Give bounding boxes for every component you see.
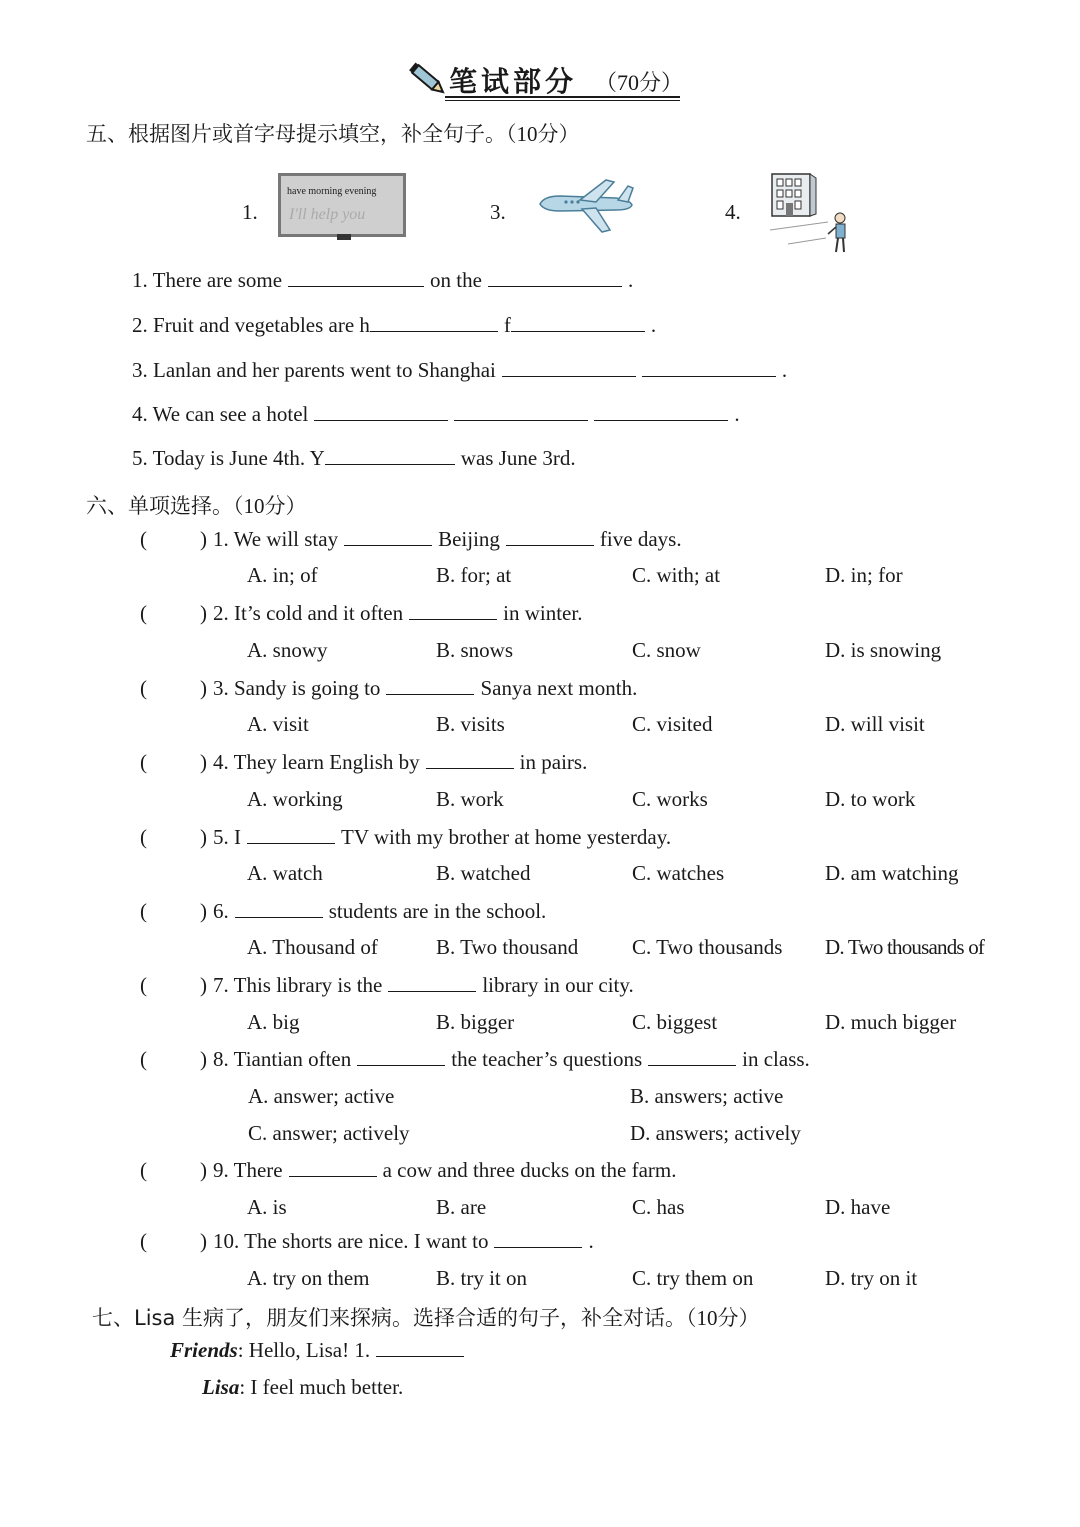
answer-paren-open: ( bbox=[140, 1229, 147, 1253]
question-text: Sanya next month. bbox=[480, 676, 638, 700]
answer-paren-open: ( bbox=[140, 899, 147, 923]
hotel-person-icon bbox=[768, 170, 858, 256]
option-b[interactable]: B. try it on bbox=[436, 1266, 528, 1290]
item-text: was June 3rd. bbox=[460, 446, 576, 470]
option-b[interactable]: B. for; at bbox=[436, 563, 512, 587]
option-a[interactable]: A. working bbox=[247, 787, 343, 811]
option-a[interactable]: A. Thousand of bbox=[247, 935, 378, 959]
answer-paren-close: ) bbox=[200, 973, 207, 997]
option-a[interactable]: A. big bbox=[247, 1010, 300, 1034]
option-a[interactable]: A. in; of bbox=[247, 563, 318, 587]
airplane-icon bbox=[536, 178, 636, 234]
answer-paren-close: ) bbox=[200, 527, 207, 551]
option-d[interactable]: D. am watching bbox=[825, 861, 959, 885]
option-c[interactable]: C. snow bbox=[632, 638, 701, 662]
option-c[interactable]: C. with; at bbox=[632, 563, 721, 587]
item-text: . bbox=[734, 402, 740, 426]
chalkboard-icon bbox=[278, 173, 406, 237]
dialogue-line bbox=[202, 1375, 403, 1400]
answer-blank[interactable] bbox=[289, 1175, 377, 1177]
question-text: in pairs. bbox=[519, 750, 588, 774]
question-text: 2. It’s cold and it often bbox=[213, 601, 404, 625]
answer-blank[interactable] bbox=[288, 285, 424, 287]
option-c[interactable]: C. try them on bbox=[632, 1266, 754, 1290]
answer-paren-close: ) bbox=[200, 1047, 207, 1071]
answer-paren-close: ) bbox=[200, 676, 207, 700]
dialogue-text: : I feel much better. bbox=[239, 1375, 404, 1399]
title-underline-thin bbox=[445, 100, 680, 101]
option-c[interactable]: C. biggest bbox=[632, 1010, 718, 1034]
question-text: TV with my brother at home yesterday. bbox=[341, 825, 672, 849]
item-text: 2. Fruit and vegetables are h bbox=[132, 313, 370, 337]
answer-blank[interactable] bbox=[648, 1064, 736, 1066]
board-words: have morning evening bbox=[287, 186, 377, 197]
answer-blank[interactable] bbox=[247, 842, 335, 844]
item-text: f bbox=[503, 313, 511, 337]
item-text: 5. Today is June 4th. Y bbox=[132, 446, 325, 470]
question-text: 10. The shorts are nice. I want to bbox=[213, 1229, 489, 1253]
option-c[interactable]: C. watches bbox=[632, 861, 725, 885]
answer-paren-open: ( bbox=[140, 1047, 147, 1071]
section-header bbox=[405, 58, 684, 102]
answer-blank[interactable] bbox=[325, 463, 455, 465]
question-text: Beijing bbox=[438, 527, 500, 551]
item-text: 1. There are some bbox=[132, 268, 283, 292]
question-text: 7. This library is the bbox=[213, 973, 383, 997]
option-d[interactable]: D. try on it bbox=[825, 1266, 918, 1290]
speaker-name: Lisa bbox=[202, 1375, 240, 1399]
answer-paren-close: ) bbox=[200, 1229, 207, 1253]
section6-heading bbox=[86, 490, 307, 520]
mcq-question bbox=[140, 899, 546, 924]
dialogue-line bbox=[170, 1338, 470, 1363]
page-title: 笔试部分 bbox=[449, 65, 578, 98]
mcq-question bbox=[140, 527, 682, 552]
option-b[interactable]: B. watched bbox=[436, 861, 531, 885]
question-text: 5. I bbox=[213, 825, 241, 849]
option-a[interactable]: A. try on them bbox=[247, 1266, 370, 1290]
section7-title: 七、Lisa 生病了，朋友们来探病。选择合适的句子，补全对话。 bbox=[92, 1306, 687, 1330]
answer-blank[interactable] bbox=[594, 419, 728, 421]
option-d[interactable]: D. will visit bbox=[825, 712, 925, 736]
title-underline bbox=[445, 96, 680, 98]
question-text: 8. Tiantian often bbox=[213, 1047, 352, 1071]
answer-blank[interactable] bbox=[454, 419, 588, 421]
mcq-question bbox=[140, 601, 582, 626]
fill-item-4 bbox=[132, 402, 740, 427]
answer-paren-open: ( bbox=[140, 676, 147, 700]
answer-blank[interactable] bbox=[506, 544, 594, 546]
answer-paren-open: ( bbox=[140, 601, 147, 625]
answer-blank[interactable] bbox=[511, 330, 645, 332]
option-a[interactable]: A. watch bbox=[247, 861, 323, 885]
option-d[interactable]: D. to work bbox=[825, 787, 916, 811]
item-text: . bbox=[627, 268, 634, 292]
question-text: in class. bbox=[742, 1047, 810, 1071]
answer-blank[interactable] bbox=[426, 767, 514, 769]
question-text: 6. bbox=[213, 899, 229, 923]
option-a[interactable]: A. visit bbox=[247, 712, 309, 736]
answer-paren-open: ( bbox=[140, 973, 147, 997]
item-text: 4. We can see a hotel bbox=[132, 402, 309, 426]
option-b[interactable]: B. answers; active bbox=[630, 1084, 784, 1108]
answer-blank[interactable] bbox=[388, 990, 476, 992]
question-text: library in our city. bbox=[482, 973, 634, 997]
option-c[interactable]: C. visited bbox=[632, 712, 713, 736]
answer-paren-close: ) bbox=[200, 1158, 207, 1182]
option-d[interactable]: D. is snowing bbox=[825, 638, 942, 662]
picture-number: 4. bbox=[725, 200, 741, 224]
answer-paren-close: ) bbox=[200, 601, 207, 625]
answer-paren-open: ( bbox=[140, 750, 147, 774]
option-b[interactable]: B. snows bbox=[436, 638, 514, 662]
option-d[interactable]: D. Two thousands of bbox=[825, 935, 985, 959]
section7-points: （10分） bbox=[686, 1306, 760, 1330]
mcq-question bbox=[140, 973, 634, 998]
question-text: 1. We will stay bbox=[213, 527, 339, 551]
question-text: in winter. bbox=[503, 601, 583, 625]
section6-points: （10分） bbox=[233, 494, 307, 518]
question-text: 3. Sandy is going to bbox=[213, 676, 381, 700]
answer-blank[interactable] bbox=[370, 330, 498, 332]
option-d[interactable]: D. much bigger bbox=[825, 1010, 957, 1034]
answer-blank[interactable] bbox=[357, 1064, 445, 1066]
answer-blank[interactable] bbox=[386, 693, 474, 695]
question-text: five days. bbox=[599, 527, 682, 551]
answer-blank[interactable] bbox=[314, 419, 448, 421]
option-b[interactable]: B. Two thousand bbox=[436, 935, 579, 959]
option-a[interactable]: A. snowy bbox=[247, 638, 328, 662]
item-text: 3. Lanlan and her parents went to Shanghai bbox=[132, 358, 496, 382]
item-text: on the bbox=[430, 268, 482, 292]
answer-paren-close: ) bbox=[200, 825, 207, 849]
option-c[interactable]: C. Two thousands bbox=[632, 935, 783, 959]
option-d[interactable]: D. answers; actively bbox=[630, 1121, 801, 1145]
answer-blank[interactable] bbox=[235, 916, 323, 918]
speaker-name: Friends bbox=[170, 1338, 238, 1362]
fill-item-2 bbox=[132, 313, 656, 338]
picture-number: 3. bbox=[490, 200, 506, 224]
section5-points: （10分） bbox=[506, 122, 580, 146]
mcq-question bbox=[140, 1047, 810, 1072]
picture-number: 1. bbox=[242, 200, 258, 224]
page-score: （70分） bbox=[595, 70, 684, 95]
question-text: 4. They learn English by bbox=[213, 750, 420, 774]
option-b[interactable]: B. visits bbox=[436, 712, 505, 736]
option-a[interactable]: A. is bbox=[247, 1195, 287, 1219]
section6-title: 六、单项选择。 bbox=[86, 494, 233, 518]
answer-blank[interactable] bbox=[502, 375, 636, 377]
answer-paren-open: ( bbox=[140, 1158, 147, 1182]
option-d[interactable]: D. in; for bbox=[825, 563, 903, 587]
dialogue-text: : Hello, Lisa! 1. bbox=[237, 1338, 371, 1362]
answer-paren-open: ( bbox=[140, 825, 147, 849]
fill-item-1 bbox=[132, 268, 633, 293]
item-text: . bbox=[781, 358, 788, 382]
question-text: 9. There bbox=[213, 1158, 283, 1182]
item-text: . bbox=[650, 313, 657, 337]
answer-blank[interactable] bbox=[376, 1355, 464, 1357]
section5-heading bbox=[86, 118, 580, 148]
option-c[interactable]: C. has bbox=[632, 1195, 685, 1219]
question-text: the teacher’s questions bbox=[451, 1047, 643, 1071]
option-b[interactable]: B. bigger bbox=[436, 1010, 515, 1034]
answer-paren-close: ) bbox=[200, 899, 207, 923]
fill-item-3 bbox=[132, 358, 787, 383]
answer-paren-open: ( bbox=[140, 527, 147, 551]
option-c[interactable]: C. answer; actively bbox=[248, 1121, 410, 1145]
option-c[interactable]: C. works bbox=[632, 787, 708, 811]
section5-title: 五、根据图片或首字母提示填空，补全句子。 bbox=[86, 122, 506, 146]
mcq-question bbox=[140, 750, 587, 775]
section7-heading bbox=[92, 1302, 760, 1332]
answer-blank[interactable] bbox=[642, 375, 776, 377]
question-text: students are in the school. bbox=[328, 899, 547, 923]
fill-item-5 bbox=[132, 446, 576, 471]
mcq-question bbox=[140, 1229, 594, 1254]
option-b[interactable]: B. are bbox=[436, 1195, 487, 1219]
answer-paren-close: ) bbox=[200, 750, 207, 774]
board-faint-text: I'll help you bbox=[289, 206, 366, 223]
mcq-question bbox=[140, 1158, 676, 1183]
option-d[interactable]: D. have bbox=[825, 1195, 891, 1219]
mcq-question bbox=[140, 676, 637, 701]
question-text: . bbox=[588, 1229, 594, 1253]
mcq-question bbox=[140, 825, 671, 850]
option-a[interactable]: A. answer; active bbox=[248, 1084, 395, 1108]
answer-blank[interactable] bbox=[488, 285, 622, 287]
answer-blank[interactable] bbox=[409, 618, 497, 620]
eraser-icon bbox=[337, 234, 351, 240]
answer-blank[interactable] bbox=[344, 544, 432, 546]
question-text: a cow and three ducks on the farm. bbox=[382, 1158, 677, 1182]
pencil-icon bbox=[405, 58, 449, 102]
answer-blank[interactable] bbox=[494, 1246, 582, 1248]
option-b[interactable]: B. work bbox=[436, 787, 504, 811]
